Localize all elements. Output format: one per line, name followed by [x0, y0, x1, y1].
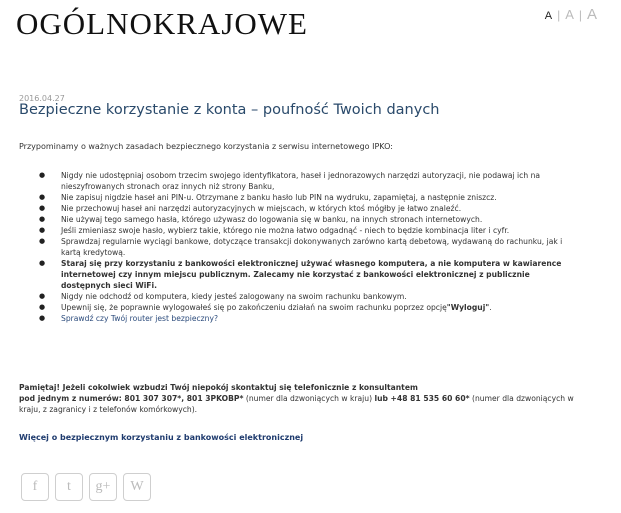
facebook-share-button[interactable] — [21, 473, 49, 501]
article-title: Bezpieczne korzystanie z konta – poufność Twoich danych — [19, 102, 440, 118]
logout-option: "Wyloguj" — [446, 303, 490, 312]
font-size-small-button[interactable]: A — [544, 10, 553, 22]
font-size-medium-button[interactable]: A — [565, 7, 574, 22]
security-tips-list — [39, 170, 569, 324]
more-info-link[interactable]: Więcej o bezpiecznym korzystaniu z bankowości elektronicznej — [19, 433, 304, 442]
twitter-share-button[interactable] — [55, 473, 83, 501]
list-item: ● Sprawdzaj regularnie wyciągi bankowe, dotyczące transakcji dokonywanych zarówno kartą debetową, wydawaną do rachunku, jak i kartą kredytową. — [39, 236, 569, 258]
social-share-bar — [21, 473, 151, 501]
article-intro: Przypominamy o ważnych zasadach bezpiecznego korzystania z serwisu internetowego IPKO: — [19, 142, 393, 151]
wykop-share-button[interactable] — [123, 473, 151, 501]
contact-intl-number: lub +48 81 535 60 60* — [374, 394, 470, 403]
contact-note: (numer dla dzwoniących w kraju) — [243, 394, 375, 403]
separator: | — [557, 8, 561, 22]
list-item: ● Nie zapisuj nigdzie haseł ani PIN-u. Otrzymane z banku hasło lub PIN na wydruku, zapamiętaj, a następnie zniszcz. — [39, 192, 569, 203]
article-date: 2016.04.27 — [19, 94, 65, 103]
list-item — [39, 302, 569, 313]
list-item: ● Nie przechowuj haseł ani narzędzi autoryzacyjnych w miejscach, w których ktoś mógłby je łatwo znaleźć. — [39, 203, 569, 214]
wykop-icon: W — [130, 479, 144, 494]
google-plus-share-button[interactable] — [89, 473, 117, 501]
list-item-text: Upewnij się, że poprawnie wylogowałeś się po zakończeniu działań na swoim rachunku poprzez opcję — [61, 303, 447, 312]
list-item: ● Nigdy nie udostępniaj osobom trzecim swojego identyfikatora, haseł i jednorazowych narzędzi autoryzacji, nie podawaj ich na nieszyfrowanych stronach oraz innych niż strony Banku, — [39, 170, 569, 192]
contact-warning: Pamiętaj! Jeżeli cokolwiek wzbudzi Twój niepokój skontaktuj się telefonicznie z konsultantem — [19, 383, 418, 392]
separator: | — [578, 8, 582, 22]
list-item — [39, 313, 569, 324]
facebook-icon: f — [32, 479, 38, 494]
router-security-link[interactable]: Sprawdź czy Twój router jest bezpieczny? — [61, 314, 218, 323]
contact-numbers: pod jednym z numerów: 801 307 307*, 801 3PKOBP* — [19, 394, 244, 403]
list-item-end: . — [489, 303, 492, 312]
list-item: ● Nie używaj tego samego hasła, którego używasz do logowania się w banku, na innych stronach internetowych. — [39, 214, 569, 225]
contact-note: (numer dla dzwoniących w kraju, z zagranicy i z telefonów komórkowych). — [19, 394, 574, 414]
contact-info — [19, 382, 579, 415]
list-item: ● Jeśli zmieniasz swoje hasło, wybierz takie, którego nie można łatwo odgadnąć - niech to będzie kombinacja liter i cyfr. — [39, 225, 569, 236]
font-size-controls — [545, 6, 597, 23]
twitter-icon: t — [67, 479, 71, 494]
page-title: OGÓLNOKRAJOWE — [16, 6, 308, 41]
font-size-large-button[interactable]: A — [586, 6, 597, 23]
list-item: ● Nigdy nie odchodź od komputera, kiedy jesteś zalogowany na swoim rachunku bankowym. — [39, 291, 569, 302]
google-plus-icon: g+ — [95, 479, 111, 494]
list-item: ● Staraj się przy korzystaniu z bankowości elektronicznej używać własnego komputera, a nie komputera w kawiarence internetowej czy innym miejscu publicznym. Zalecamy nie korzystać z bankowości elektronicznej z publicznie dostępnych sieci WiFi. — [39, 258, 569, 291]
